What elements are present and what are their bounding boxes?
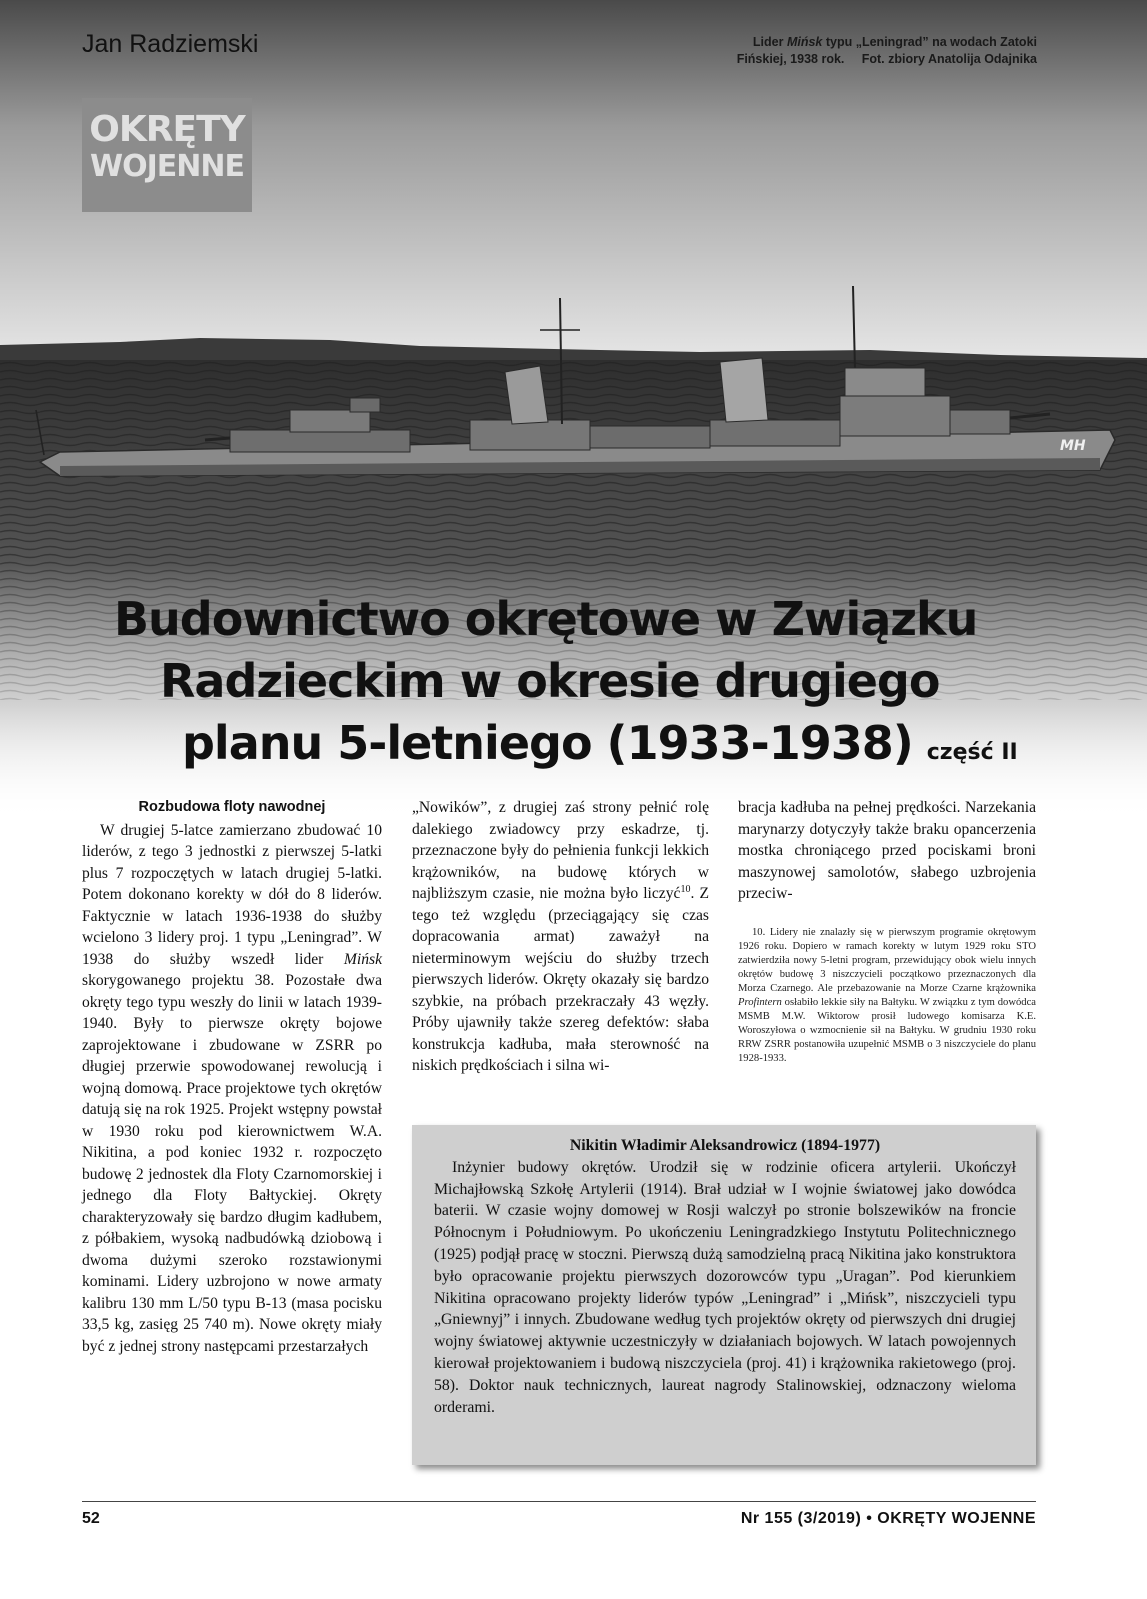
section-heading: Rozbudowa floty nawodnej — [138, 799, 326, 815]
col2-text-b: . Z tego też względu (przeciągający się czas dopracowania armat) zaważył na nieterminowym wejściu do służby trzech pierwszych liderów. Okręty okazały się bardzo szybkie, na próbach przekraczały 43 węzły. Próby ujawniły także szereg defektów: słaba konstrukcja kadłuba, mała sterowność na niskich prędkościach i silna wi- — [412, 885, 709, 1074]
biography-box — [412, 1125, 1036, 1465]
column2-paragraph — [412, 797, 709, 1077]
caption-line2: Fińskiej, 1938 rok. Fot. zbiory Anatolija Odajnika — [736, 52, 1037, 66]
text-column-2 — [412, 797, 709, 1077]
author-name: Jan Radziemski — [82, 30, 259, 58]
text-column-3 — [738, 797, 1036, 905]
photo-caption — [617, 34, 1037, 68]
biography-text: Inżynier budowy okrętów. Urodził się w rodzinie oficera artylerii. Ukończył Michajłowską Szkołę Artylerii (1914). Brał udział w I wojnie światowej jako dowódca baterii. W czasie wojny domowej w Rosji walczył po stronie bolszewików na froncie Północnym i Południowym. Po ukończeniu Leningradzkiego Instytutu Politechnicznego (1925) podjął pracę w stoczni. Pierwszą dużą samodzielną pracą Nikitina jako konstruktora było opracowanie projektu pierwszych dozorowców typu „Uragan”. Pod kierunkiem Nikitina opracowano projekty liderów typów „Leningrad” i „Mińsk”, niszczycieli typu „Gniewnyj” i innych. Zbudowane według tych projektów okręty od pierwszych dni drugiej wojny światowej aktywnie uczestniczyły w działaniach bojowych. W latach powojennych kierował projektowaniem i budową niszczyciela (proj. 41) i krążownika rakietowego (proj. 58). Doktor nauk technicznych, laureat nagrody Stalinowskiej, odznaczony wieloma orderami. — [434, 1158, 1016, 1416]
title-line3-text: planu 5-letniego (1933-1938) — [182, 716, 913, 770]
title-line3 — [182, 712, 1018, 784]
col1-italic: Mińsk — [343, 950, 382, 968]
footnote-italic: Profintern — [738, 997, 782, 1008]
footnote — [738, 926, 1036, 1066]
col1-text-a: W drugiej 5-latce zamierzano zbudować 10 liderów, z tego 3 jednostki z pierwszej 5-latki plus 7 rozpoczętych w latach drugiej 5-latki. Potem dokonano korekty w dół do 8 liderów. Faktycznie w latach 1936-1938 do służby wcielono 3 lidery proj. 1 typu „Leningrad”. W 1938 do służby wszedł lider — [82, 821, 382, 968]
footnote-text-a: 10. Lidery nie znalazły się w pierwszym programie okrętowym 1926 roku. Dopiero w ramach korekty w lutym 1929 roku STO zatwierdziła nowy 5-letni program, przewidujący obok wielu innych okrętów budowę 3 niszczycieli początkowo przeznaczonych dla Morza Czarnego. Ale przebazowanie na Morze Czarne krążownika — [738, 927, 1036, 994]
footnote-ref: 10 — [680, 883, 691, 895]
text-column-1 — [82, 797, 382, 1357]
title-part: część II — [926, 740, 1018, 765]
logo-line2: WOJENNE — [90, 149, 244, 184]
page-number: 52 — [82, 1510, 100, 1527]
biography-heading: Nikitin Władimir Aleksandrowicz (1894-1977) — [569, 1137, 881, 1154]
ship-pennant-marking: МН — [1060, 438, 1086, 454]
column1-paragraph — [82, 820, 382, 1358]
col1-text-b: skorygowanego projektu 38. Pozostałe dwa okręty tego typu weszły do linii w latach 1939-1940. Były to pierwsze okręty bojowe zaprojektowane i zbudowane w ZSRR po długiej przerwie spowodowanej rewolucją i wojną domową. Prace projektowe tych okrętów datują się na rok 1925. Projekt wstępny powstał w 1930 roku pod kierownictwem W.A. Nikitina, a pod koniec 1932 r. rozpoczęto budowę 2 jednostek dla Floty Czarnomorskiej i jednego dla Floty Bałtyckiej. Okręty charakteryzowały się bardzo długim kadłubem, z półbakiem, wysoką nadbudówką dziobową i dwoma dużymi szeroko rozstawionymi kominami. Lidery uzbrojono w nowe armaty kalibru 130 mm L/50 typu B-13 (masa pocisku 33,5 kg, zasięg 25 740 m). Nowe okręty miały być z jednej strony następcami przestarzałych — [82, 972, 382, 1355]
footnote-text — [738, 926, 1036, 1066]
caption-line1-italic: Mińsk — [786, 35, 823, 49]
column3-paragraph: bracja kadłuba na pełnej prędkości. Narzekania marynarzy dotyczyły także braku opancerzenia mostka chroniącego przed pociskami broni maszynowej samolotów, słabego uzbrojenia przeciw- — [738, 799, 1036, 902]
footer-rule — [82, 1501, 1036, 1502]
footnote-text-b: osłabiło lekkie siły na Bałtyku. W związku z tym dowódca MSMB M.W. Wiktorow prosił ludowego komisarza K.E. Woroszyłowa o wzmocnienie sił na Bałtyku. W grudniu 1930 roku RRW ZSRR postanowiła uzupełnić MSMB o 3 niszczyciele do planu 1928-1933. — [738, 997, 1036, 1064]
issue-info: Nr 155 (3/2019) • OKRĘTY WOJENNE — [740, 1510, 1036, 1527]
title-line2: Radzieckim w okresie drugiego — [160, 654, 940, 708]
caption-line1-post: typu „Leningrad” na wodach Zatoki — [822, 35, 1037, 49]
logo-line1: OKRĘTY — [89, 109, 245, 150]
col2-text-a: „Nowików”, z drugiej zaś strony pełnić rolę dalekiego zwiadowcy przy eskadrze, tj. przeznaczone były do pełnienia funkcji lekkich krążowników, na budowę których w najbliższym czasie, nie można było liczyć — [412, 799, 709, 902]
title-line1: Budownictwo okrętowe w Związku — [114, 592, 978, 646]
magazine-logo — [82, 98, 252, 212]
caption-line1-pre: Lider — [752, 35, 787, 49]
